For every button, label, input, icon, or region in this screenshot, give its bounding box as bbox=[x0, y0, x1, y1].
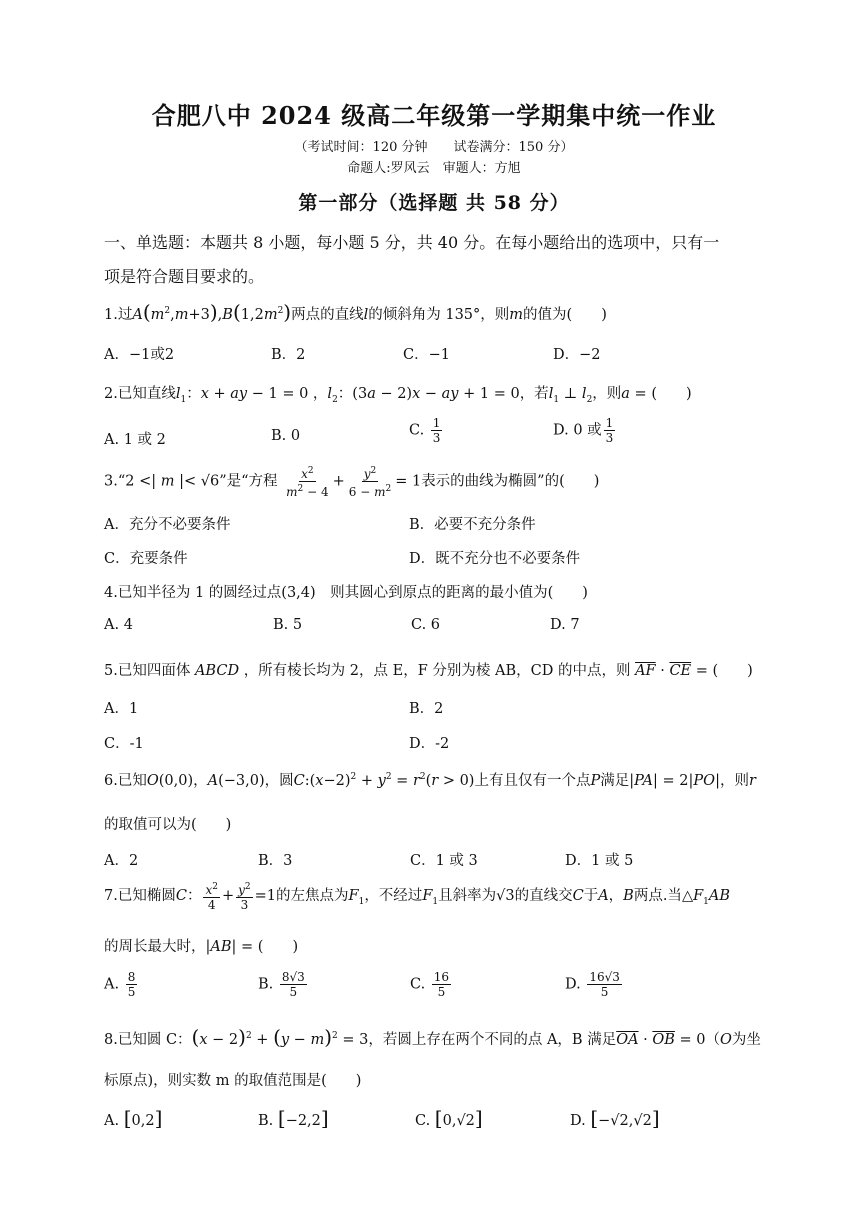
q6-option-b[interactable]: B．3 bbox=[258, 853, 293, 869]
q7-option-d[interactable] bbox=[565, 970, 624, 999]
q8-option-a-label: A. bbox=[104, 1113, 120, 1129]
q7-option-c-label: C. bbox=[410, 976, 426, 993]
q1-option-b[interactable]: B．2 bbox=[271, 347, 306, 363]
q3-option-c[interactable]: C．充要条件 bbox=[104, 551, 188, 567]
exam-title: 合肥八中 2024 级高二年级第一学期集中统一作业 bbox=[151, 101, 717, 130]
q4-option-b[interactable]: B. 5 bbox=[273, 617, 303, 633]
q1-option-a[interactable]: A．−1或2 bbox=[104, 347, 175, 363]
q3-option-d[interactable]: D．既不充分也不必要条件 bbox=[409, 551, 581, 567]
q5-option-c[interactable]: C．-1 bbox=[104, 736, 144, 752]
q2-option-a[interactable]: A. 1 或 2 bbox=[104, 432, 166, 448]
q6-stem-e: ，则 bbox=[719, 773, 749, 789]
q7-stem-f: 于 bbox=[583, 888, 599, 904]
q1-option-c[interactable]: C．−1 bbox=[403, 347, 450, 363]
q8-option-b[interactable]: B. [−2,2] bbox=[258, 1106, 329, 1130]
question-5: 5.已知四面体 ABCD ，所有棱长均为 2，点 E，F 分别为棱 AB，CD 的中点，则 $\overline{AF} \cdot \overline{CE}$ = ( ) bbox=[104, 663, 753, 679]
q2-stem-a: 2.已知直线 bbox=[104, 386, 176, 402]
q3-stem-b: ”是“方程 bbox=[219, 473, 278, 490]
exam-info: （考试时间：120 分钟 试卷满分：150 分） bbox=[294, 140, 574, 155]
fraction-16root3-5: $\frac{16√3}{5}$ bbox=[589, 970, 620, 999]
question-6: 6.已知O(0,0)，A(−3,0)，圆$C:(x-2)^2 + y^2 = r^2(r > 0)$上有且仅有一个点P满足|PA| = 2|PO|，则r bbox=[104, 772, 756, 789]
q4-option-c[interactable]: C. 6 bbox=[411, 617, 441, 633]
question-7: 7.已知椭圆C： $\frac{x^2}{4}$ + $\frac{y^2}{3}$ =1的左焦点为$F_1$，不经过$F_1$且斜率为√3的直线交C于A，B两点.当$\triangle F_1AB$ bbox=[104, 882, 731, 912]
q1-option-d[interactable]: D．−2 bbox=[553, 347, 601, 363]
q1-stem-a: 1.过 bbox=[104, 307, 133, 323]
q3-option-b[interactable]: B．必要不充分条件 bbox=[409, 517, 536, 533]
fraction-x2: $\frac{x^2}{m^2 - 4}$ bbox=[286, 466, 329, 499]
q7-stem-e: 的直线交 bbox=[514, 888, 573, 904]
section-heading-line2: 项是符合题目要求的。 bbox=[104, 267, 265, 286]
fraction-x2-4: $\frac{x^2}{4}$ bbox=[205, 882, 218, 912]
q7-option-c[interactable] bbox=[410, 970, 453, 999]
q6-option-d[interactable]: D．1 或 5 bbox=[565, 853, 634, 869]
q7-stem-g: 两点.当 bbox=[633, 888, 682, 904]
q2-stem-b: ，若 bbox=[519, 386, 549, 402]
q5-stem-a: 5.已知四面体 bbox=[104, 663, 191, 679]
part-heading: 第一部分（选择题 共 58 分） bbox=[298, 192, 570, 214]
q4-option-a[interactable]: A. 4 bbox=[104, 617, 133, 633]
q6-stem-a: 6.已知 bbox=[104, 773, 147, 789]
fraction-one-third: $\frac{1}{3}$ bbox=[432, 416, 441, 445]
fraction-8root3-5: $\frac{8√3}{5}$ bbox=[281, 970, 305, 999]
q5-stem-b: ，所有棱长均为 2，点 E，F 分别为棱 AB，CD 的中点，则 bbox=[243, 663, 631, 679]
q1-stem-c: 的倾斜角为 135°，则 bbox=[368, 307, 510, 323]
q3-option-a[interactable]: A．充分不必要条件 bbox=[104, 517, 231, 533]
q8-option-c[interactable]: C. [0,√2] bbox=[415, 1106, 483, 1130]
q4-stem-a: 4.已知半径为 1 的圆经过点 bbox=[104, 585, 282, 601]
q6-line2: 的取值可以为( ) bbox=[104, 817, 232, 833]
q7-option-d-label: D. bbox=[565, 976, 581, 993]
section-heading-line1: 一、单选题：本题共 8 小题，每小题 5 分，共 40 分。在每小题给出的选项中，只有一 bbox=[104, 233, 720, 252]
question-4: 4.已知半径为 1 的圆经过点(3,4) 则其圆心到原点的距离的最小值为( ) bbox=[104, 585, 588, 601]
q2-option-c[interactable] bbox=[409, 416, 444, 445]
q8-stem-c: （ bbox=[705, 1032, 721, 1048]
q7-line2: 的周长最大时，|AB| = ( ) bbox=[104, 939, 299, 955]
q2-option-b[interactable]: B. 0 bbox=[271, 428, 301, 444]
fraction-16-5: $\frac{16}{5}$ bbox=[433, 970, 450, 999]
q8-option-b-label: B. bbox=[258, 1113, 274, 1129]
q1-stem-b: 两点的直线 bbox=[291, 307, 364, 323]
q7-option-b[interactable] bbox=[258, 970, 309, 999]
q7-stem-d: 且斜率为 bbox=[438, 888, 497, 904]
q2-stem-c: ，则 bbox=[592, 386, 622, 402]
q6-stem-c: 上有且仅有一个点 bbox=[474, 773, 591, 789]
fraction-y2: $\frac{y^2}{6 - m^2}$ bbox=[348, 466, 392, 499]
q7-stem-a: 7.已知椭圆 bbox=[104, 888, 176, 904]
question-1: 1.过$A(m^2,m+3),B(1,2m^2)$两点的直线l的倾斜角为 135°，则m的值为( ) bbox=[104, 300, 607, 324]
q6-stem-b: ，圆 bbox=[264, 773, 294, 789]
q1-stem-d: 的值为( ) bbox=[523, 307, 607, 323]
q8-line2: 标原点)，则实数 m 的取值范围是( ) bbox=[104, 1073, 362, 1089]
q2-option-d-label: D. 0 或 bbox=[553, 422, 602, 439]
fraction-8-5: $\frac{8}{5}$ bbox=[127, 970, 136, 999]
q3-stem-c: 表示的曲线为椭圆”的( ) bbox=[421, 473, 600, 490]
fraction-y2-3: $\frac{y^2}{3}$ bbox=[238, 882, 251, 912]
q8-option-c-label: C. bbox=[415, 1113, 431, 1129]
q4-option-d[interactable]: D. 7 bbox=[550, 617, 580, 633]
question-3: 3.“2 <| m |< √6”是“方程 $\frac{x^2}{m^2 - 4}$ + $\frac{y^2}{6 - m^2}$ = 1表示的曲线为椭圆”的( ) bbox=[104, 466, 600, 499]
q2-option-c-label: C. bbox=[409, 422, 425, 439]
q4-stem-b: 则其圆心到原点的距离的最小值为( ) bbox=[330, 585, 588, 601]
q7-line2-a: 的周长最大时， bbox=[104, 939, 206, 955]
q3-stem-a: 3.“ bbox=[104, 473, 126, 490]
q7-option-b-label: B. bbox=[258, 976, 274, 993]
question-2: 2.已知直线$l_1$：x + ay − 1 = 0 ，$l_2$：(3a − 2)x − ay + 1 = 0，若$l_1$ ⊥ $l_2$，则a = ( ) bbox=[104, 386, 692, 405]
q6-stem-d: 满足 bbox=[600, 773, 630, 789]
question-8: 8.已知圆 C：$(x - 2)^2 + (y - m)^2 = 3$，若圆上存在两个不同的点 A，B 满足$\overline{OA} \cdot \overline{OB} = 0(O$为坐 bbox=[104, 1025, 761, 1049]
q7-option-a-label: A. bbox=[104, 976, 120, 993]
q6-option-a[interactable]: A．2 bbox=[104, 853, 139, 869]
q7-stem-b: 的左焦点为 bbox=[276, 888, 349, 904]
q5-option-a[interactable]: A．1 bbox=[104, 701, 139, 717]
q5-option-b[interactable]: B．2 bbox=[409, 701, 444, 717]
q2-option-d[interactable] bbox=[553, 416, 617, 445]
q8-option-d-label: D. bbox=[570, 1113, 586, 1129]
q6-option-c[interactable]: C．1 或 3 bbox=[410, 853, 478, 869]
q8-stem-b: ，若圆上存在两个不同的点 A，B 满足 bbox=[368, 1032, 617, 1048]
q5-option-d[interactable]: D．-2 bbox=[409, 736, 450, 752]
fraction-one-third: $\frac{1}{3}$ bbox=[605, 416, 614, 445]
q8-stem-d: 为坐 bbox=[731, 1032, 761, 1048]
exam-authors: 命题人:罗风云 审题人：方旭 bbox=[347, 161, 521, 176]
q8-stem-a: 8.已知圆 C： bbox=[104, 1032, 192, 1048]
q8-option-d[interactable]: D. [−√2,√2] bbox=[570, 1106, 660, 1130]
q7-stem-c: ，不经过 bbox=[364, 888, 423, 904]
q7-option-a[interactable] bbox=[104, 970, 139, 999]
q8-option-a[interactable]: A. [0,2] bbox=[104, 1106, 163, 1130]
